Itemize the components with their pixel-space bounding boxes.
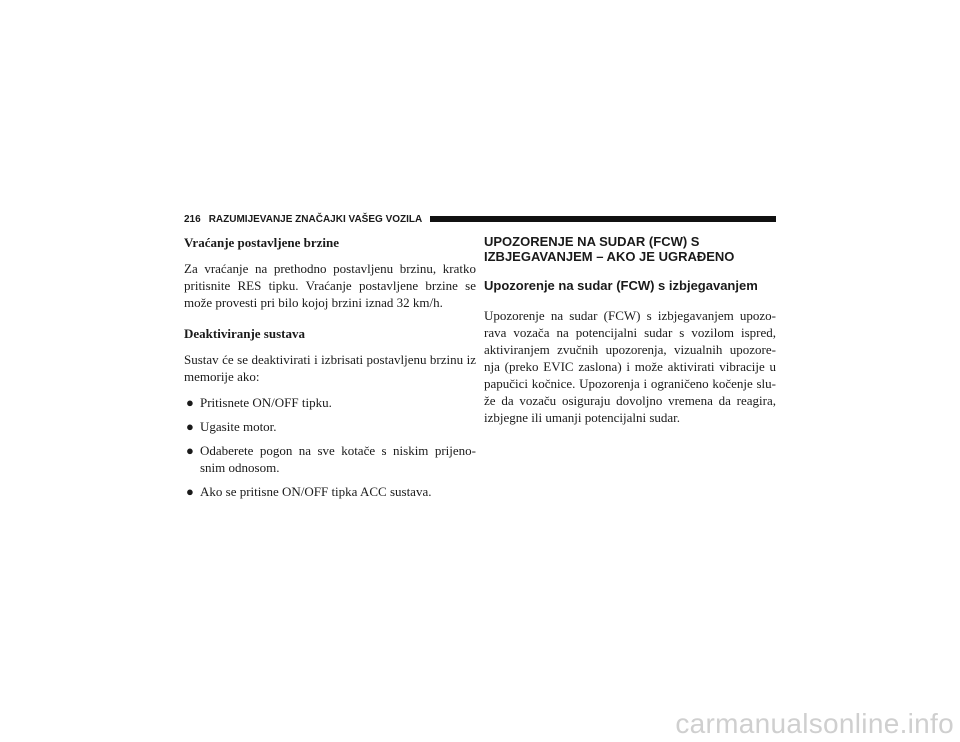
page-header	[184, 212, 776, 226]
watermark: carmanualsonline.info	[675, 708, 954, 739]
section-title: RAZUMIJEVANJE ZNAČAJKI VAŠEG VOZILA	[208, 213, 423, 225]
paragraph-fcw: Upozorenje na sudar (FCW) s izbjegavanjem upozo- rava vozača na potencijalni sudar s vozilom ispred, aktiviranjem zvučnih upozorenja, vizualnih upozore- nja (preko EVIC zaslona) i može aktivirati vibracije u papučici kočnice. Upozorenja i ograničeno kočenje slu- že da vozaču osiguraju dovoljno vremena da reagira, izbjegne ili umanji potencijalni sudar.	[484, 308, 776, 425]
heading-fcw-line1: UPOZORENJE NA SUDAR (FCW) S	[484, 234, 700, 249]
deactivation-list	[184, 394, 476, 500]
heading-deactivation: Deaktiviranje sustava	[184, 326, 305, 341]
bullet-icon: ●	[186, 419, 194, 434]
heading-resume-speed: Vraćanje postavljene brzine	[184, 235, 340, 250]
bullet-icon: ●	[186, 443, 194, 458]
paragraph-deactivation: Sustav će se deaktivirati i izbrisati postavljenu brzinu iz memorije ako:	[184, 352, 476, 384]
list-item: ● Pritisnete ON/OFF tipku.	[186, 395, 332, 410]
list-item: ● Odaberete pogon na sve kotače s niskim prijeno- snim odnosom.	[186, 443, 476, 475]
page-number: 216	[184, 213, 201, 225]
paragraph-resume-speed: Za vraćanje na prethodno postavljenu brzinu, kratko pritisnite RES tipku. Vraćanje postavljene brzine se može provesti pri bilo kojoj brzini iznad 32 km/h.	[184, 261, 476, 310]
subheading-fcw: Upozorenje na sudar (FCW) s izbjegavanjem	[484, 278, 758, 293]
bullet-icon: ●	[186, 395, 194, 410]
bullet-icon: ●	[186, 484, 194, 499]
heading-fcw-line2: IZBJEGAVANJEM – AKO JE UGRAĐENO	[484, 249, 735, 264]
list-item: ● Ako se pritisne ON/OFF tipka ACC sustava.	[186, 484, 432, 499]
list-item: ● Ugasite motor.	[186, 419, 277, 434]
header-rule	[430, 216, 776, 222]
left-column	[184, 234, 476, 507]
right-column	[484, 234, 776, 426]
